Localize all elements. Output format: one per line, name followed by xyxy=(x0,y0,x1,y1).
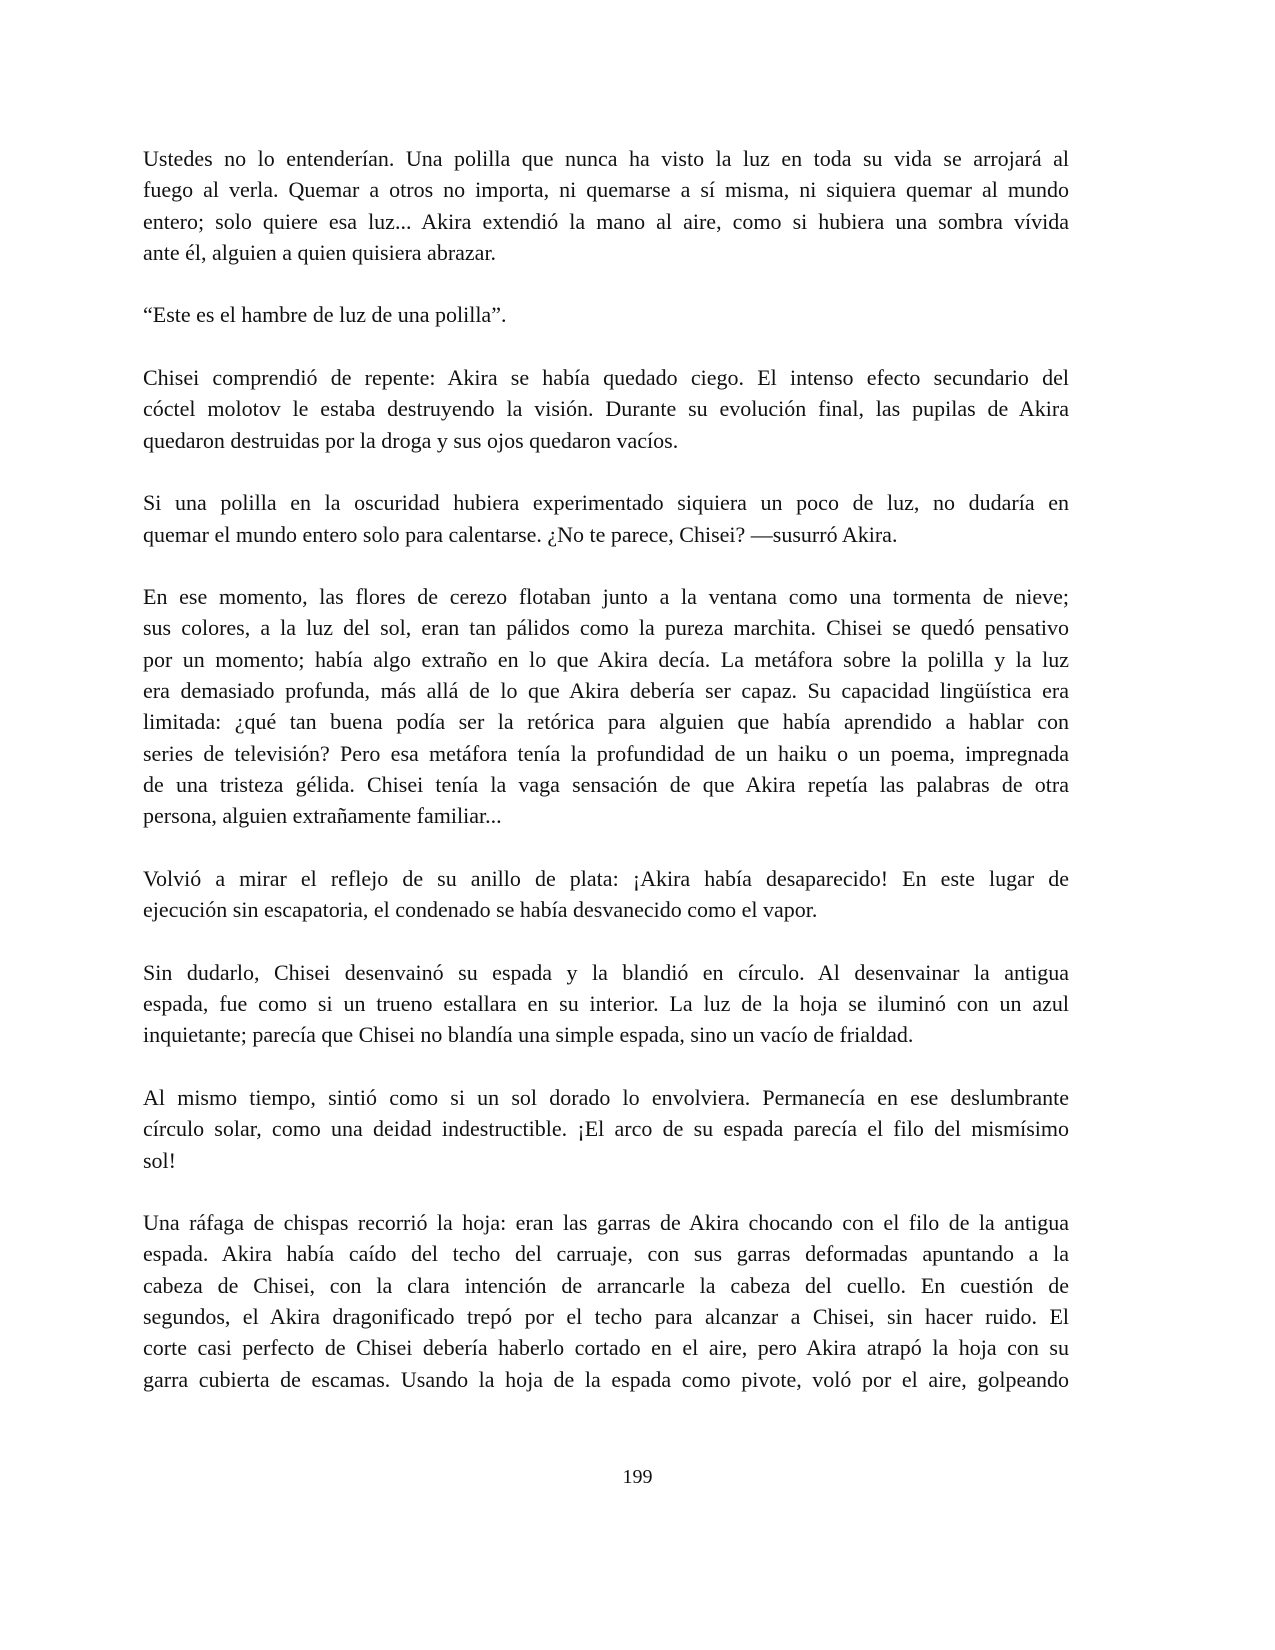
text-line: En ese momento, las flores de cerezo flotaban junto a la ventana como una tormenta de nieve; xyxy=(143,584,1069,610)
text-line: sol! xyxy=(143,1147,176,1173)
text-line: sus colores, a la luz del sol, eran tan pálidos como la pureza marchita. Chisei se quedó pensativo xyxy=(143,615,1069,641)
paragraph xyxy=(143,487,1069,550)
body-text xyxy=(143,143,1069,1426)
text-line: segundos, el Akira dragonificado trepó por el techo para alcanzar a Chisei, sin hacer ruido. El xyxy=(143,1303,1069,1329)
paragraph xyxy=(143,957,1069,1051)
text-line: círculo solar, como una deidad indestructible. ¡El arco de su espada parecía el filo del mismísimo xyxy=(143,1116,1069,1142)
paragraph xyxy=(143,362,1069,456)
text-line: Volvió a mirar el reflejo de su anillo de plata: ¡Akira había desaparecido! En este lugar de xyxy=(143,865,1069,891)
text-line: de una tristeza gélida. Chisei tenía la vaga sensación de que Akira repetía las palabras de otra xyxy=(143,771,1069,797)
paragraph xyxy=(143,1207,1069,1395)
text-line: por un momento; había algo extraño en lo que Akira decía. La metáfora sobre la polilla y la luz xyxy=(143,646,1069,672)
paragraph xyxy=(143,299,1069,330)
text-line: Al mismo tiempo, sintió como si un sol dorado lo envolviera. Permanecía en ese deslumbrante xyxy=(143,1084,1069,1110)
text-line: quedaron destruidas por la droga y sus ojos quedaron vacíos. xyxy=(143,427,679,453)
text-line: era demasiado profunda, más allá de lo que Akira debería ser capaz. Su capacidad lingüística era xyxy=(143,678,1069,704)
text-line: garra cubierta de escamas. Usando la hoja de la espada como pivote, voló por el aire, golpeando xyxy=(143,1366,1069,1392)
paragraph xyxy=(143,143,1069,268)
text-line: corte casi perfecto de Chisei debería haberlo cortado en el aire, pero Akira atrapó la hoja con su xyxy=(143,1335,1069,1361)
text-line: quemar el mundo entero solo para calentarse. ¿No te parece, Chisei? —susurró Akira. xyxy=(143,521,898,547)
text-line: Sin dudarlo, Chisei desenvainó su espada y la blandió en círculo. Al desenvainar la antigua xyxy=(143,959,1069,985)
text-line: Si una polilla en la oscuridad hubiera experimentado siquiera un poco de luz, no dudaría en xyxy=(143,490,1069,516)
text-line: inquietante; parecía que Chisei no blandía una simple espada, sino un vacío de frialdad. xyxy=(143,1022,914,1048)
page-number: 199 xyxy=(622,1466,653,1488)
paragraph xyxy=(143,581,1069,831)
text-line: persona, alguien extrañamente familiar... xyxy=(143,803,502,829)
text-line: cóctel molotov le estaba destruyendo la visión. Durante su evolución final, las pupilas de Akira xyxy=(143,396,1069,422)
text-line: “Este es el hambre de luz de una polilla”. xyxy=(143,302,507,328)
text-line: espada. Akira había caído del techo del carruaje, con sus garras deformadas apuntando a la xyxy=(143,1241,1069,1267)
text-line: Chisei comprendió de repente: Akira se había quedado ciego. El intenso efecto secundario del xyxy=(143,365,1069,391)
text-line: Una ráfaga de chispas recorrió la hoja: eran las garras de Akira chocando con el filo de la antigua xyxy=(143,1210,1069,1236)
paragraph xyxy=(143,863,1069,926)
text-line: cabeza de Chisei, con la clara intención de arrancarle la cabeza del cuello. En cuestión de xyxy=(143,1272,1069,1298)
paragraph xyxy=(143,1082,1069,1176)
text-line: espada, fue como si un trueno estallara en su interior. La luz de la hoja se iluminó con un azul xyxy=(143,991,1069,1017)
text-line: fuego al verla. Quemar a otros no importa, ni quemarse a sí misma, ni siquiera quemar al mundo xyxy=(143,177,1069,203)
text-line: Ustedes no lo entenderían. Una polilla que nunca ha visto la luz en toda su vida se arrojará al xyxy=(143,146,1069,171)
text-line: ejecución sin escapatoria, el condenado se había desvanecido como el vapor. xyxy=(143,897,818,923)
text-line: entero; solo quiere esa luz... Akira extendió la mano al aire, como si hubiera una sombra vívida xyxy=(143,208,1069,234)
text-line: limitada: ¿qué tan buena podía ser la retórica para alguien que había aprendido a hablar con xyxy=(143,709,1069,735)
text-line: ante él, alguien a quien quisiera abrazar. xyxy=(143,239,497,265)
text-line: series de televisión? Pero esa metáfora tenía la profundidad de un haiku o un poema, impregnada xyxy=(143,740,1069,766)
